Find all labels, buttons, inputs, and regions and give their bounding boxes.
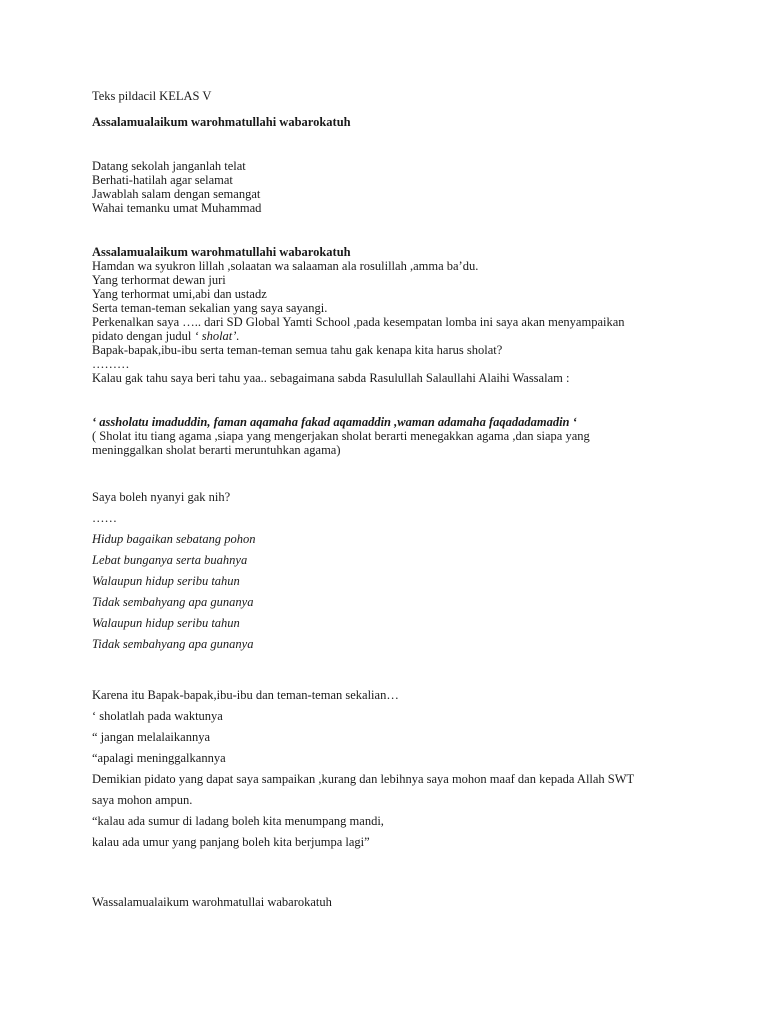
song-block <box>92 529 732 655</box>
spacer <box>92 215 732 245</box>
closing-line: “apalagi meninggalkannya <box>92 751 226 765</box>
song-line: Tidak sembahyang apa gunanya <box>92 595 254 609</box>
speech-title: ‘ sholat’. <box>194 329 240 343</box>
introduction-title-prefix: pidato dengan judul <box>92 329 195 343</box>
ellipsis: …… <box>92 511 117 525</box>
farewell-greeting: Wassalamualaikum warohmatullai wabarokatuh <box>92 895 332 909</box>
closing-line: saya mohon ampun. <box>92 793 193 807</box>
sabda-line: Kalau gak tahu saya beri tahu yaa.. sebagaimana sabda Rasulullah Salaullahi Alaihi Wassalam : <box>92 371 570 385</box>
opening-verse <box>92 159 732 215</box>
closing-line: Demikian pidato yang dapat saya sampaikan ,kurang dan lebihnya saya mohon maaf dan kepada Allah SWT <box>92 772 635 786</box>
intro-line: Yang terhormat umi,abi dan ustadz <box>92 287 267 301</box>
document-title: Teks pildacil KELAS V <box>92 89 212 103</box>
spacer <box>92 129 732 159</box>
closing-line: “kalau ada sumur di ladang boleh kita menumpang mandi, <box>92 814 384 828</box>
song-line: Lebat bunganya serta buahnya <box>92 553 248 567</box>
sing-question: Saya boleh nyanyi gak nih? <box>92 490 231 504</box>
intro-line: Serta teman-teman sekalian yang saya sayangi. <box>92 301 328 315</box>
opening-greeting: Assalamualaikum warohmatullahi wabarokatuh <box>92 115 351 129</box>
spacer <box>92 103 732 115</box>
intro-block <box>92 259 732 315</box>
translation-line: ( Sholat itu tiang agama ,siapa yang mengerjakan sholat berarti menegakkan agama ,dan siapa yang <box>92 429 590 443</box>
spacer <box>92 655 732 685</box>
hadith-translation <box>92 429 732 457</box>
spacer <box>92 457 732 487</box>
closing-line: kalau ada umur yang panjang boleh kita berjumpa lagi” <box>92 835 370 849</box>
song-line: Hidup bagaikan sebatang pohon <box>92 532 256 546</box>
second-greeting: Assalamualaikum warohmatullahi wabarokatuh <box>92 245 351 259</box>
song-line: Walaupun hidup seribu tahun <box>92 574 240 588</box>
ellipsis: ……… <box>92 357 130 371</box>
closing-line: Karena itu Bapak-bapak,ibu-ibu dan teman-teman sekalian… <box>92 688 399 702</box>
introduction-line: Perkenalkan saya ….. dari SD Global Yamti School ,pada kesempatan lomba ini saya akan menyampaikan <box>92 315 625 329</box>
closing-line: ‘ sholatlah pada waktunya <box>92 709 223 723</box>
spacer <box>92 853 732 883</box>
question-line: Bapak-bapak,ibu-ibu serta teman-teman semua tahu gak kenapa kita harus sholat? <box>92 343 503 357</box>
spacer <box>92 385 732 415</box>
closing-block <box>92 685 732 853</box>
verse-line: Wahai temanku umat Muhammad <box>92 201 262 215</box>
song-line: Tidak sembahyang apa gunanya <box>92 637 254 651</box>
song-line: Walaupun hidup seribu tahun <box>92 616 240 630</box>
closing-line: “ jangan melalaikannya <box>92 730 210 744</box>
verse-line: Jawablah salam dengan semangat <box>92 187 261 201</box>
spacer <box>92 883 732 895</box>
intro-line: Hamdan wa syukron lillah ,solaatan wa salaaman ala rosulillah ,amma ba’du. <box>92 259 479 273</box>
intro-line: Yang terhormat dewan juri <box>92 273 226 287</box>
introduction-title-line <box>92 329 732 343</box>
translation-line: meninggalkan sholat berarti meruntuhkan agama) <box>92 443 341 457</box>
verse-line: Berhati-hatilah agar selamat <box>92 173 233 187</box>
hadith-text: ‘ assholatu imaduddin, faman aqamaha fakad aqamaddin ,waman adamaha faqadadamadin ‘ <box>92 415 577 429</box>
verse-line: Datang sekolah janganlah telat <box>92 159 246 173</box>
document-page <box>92 89 732 909</box>
